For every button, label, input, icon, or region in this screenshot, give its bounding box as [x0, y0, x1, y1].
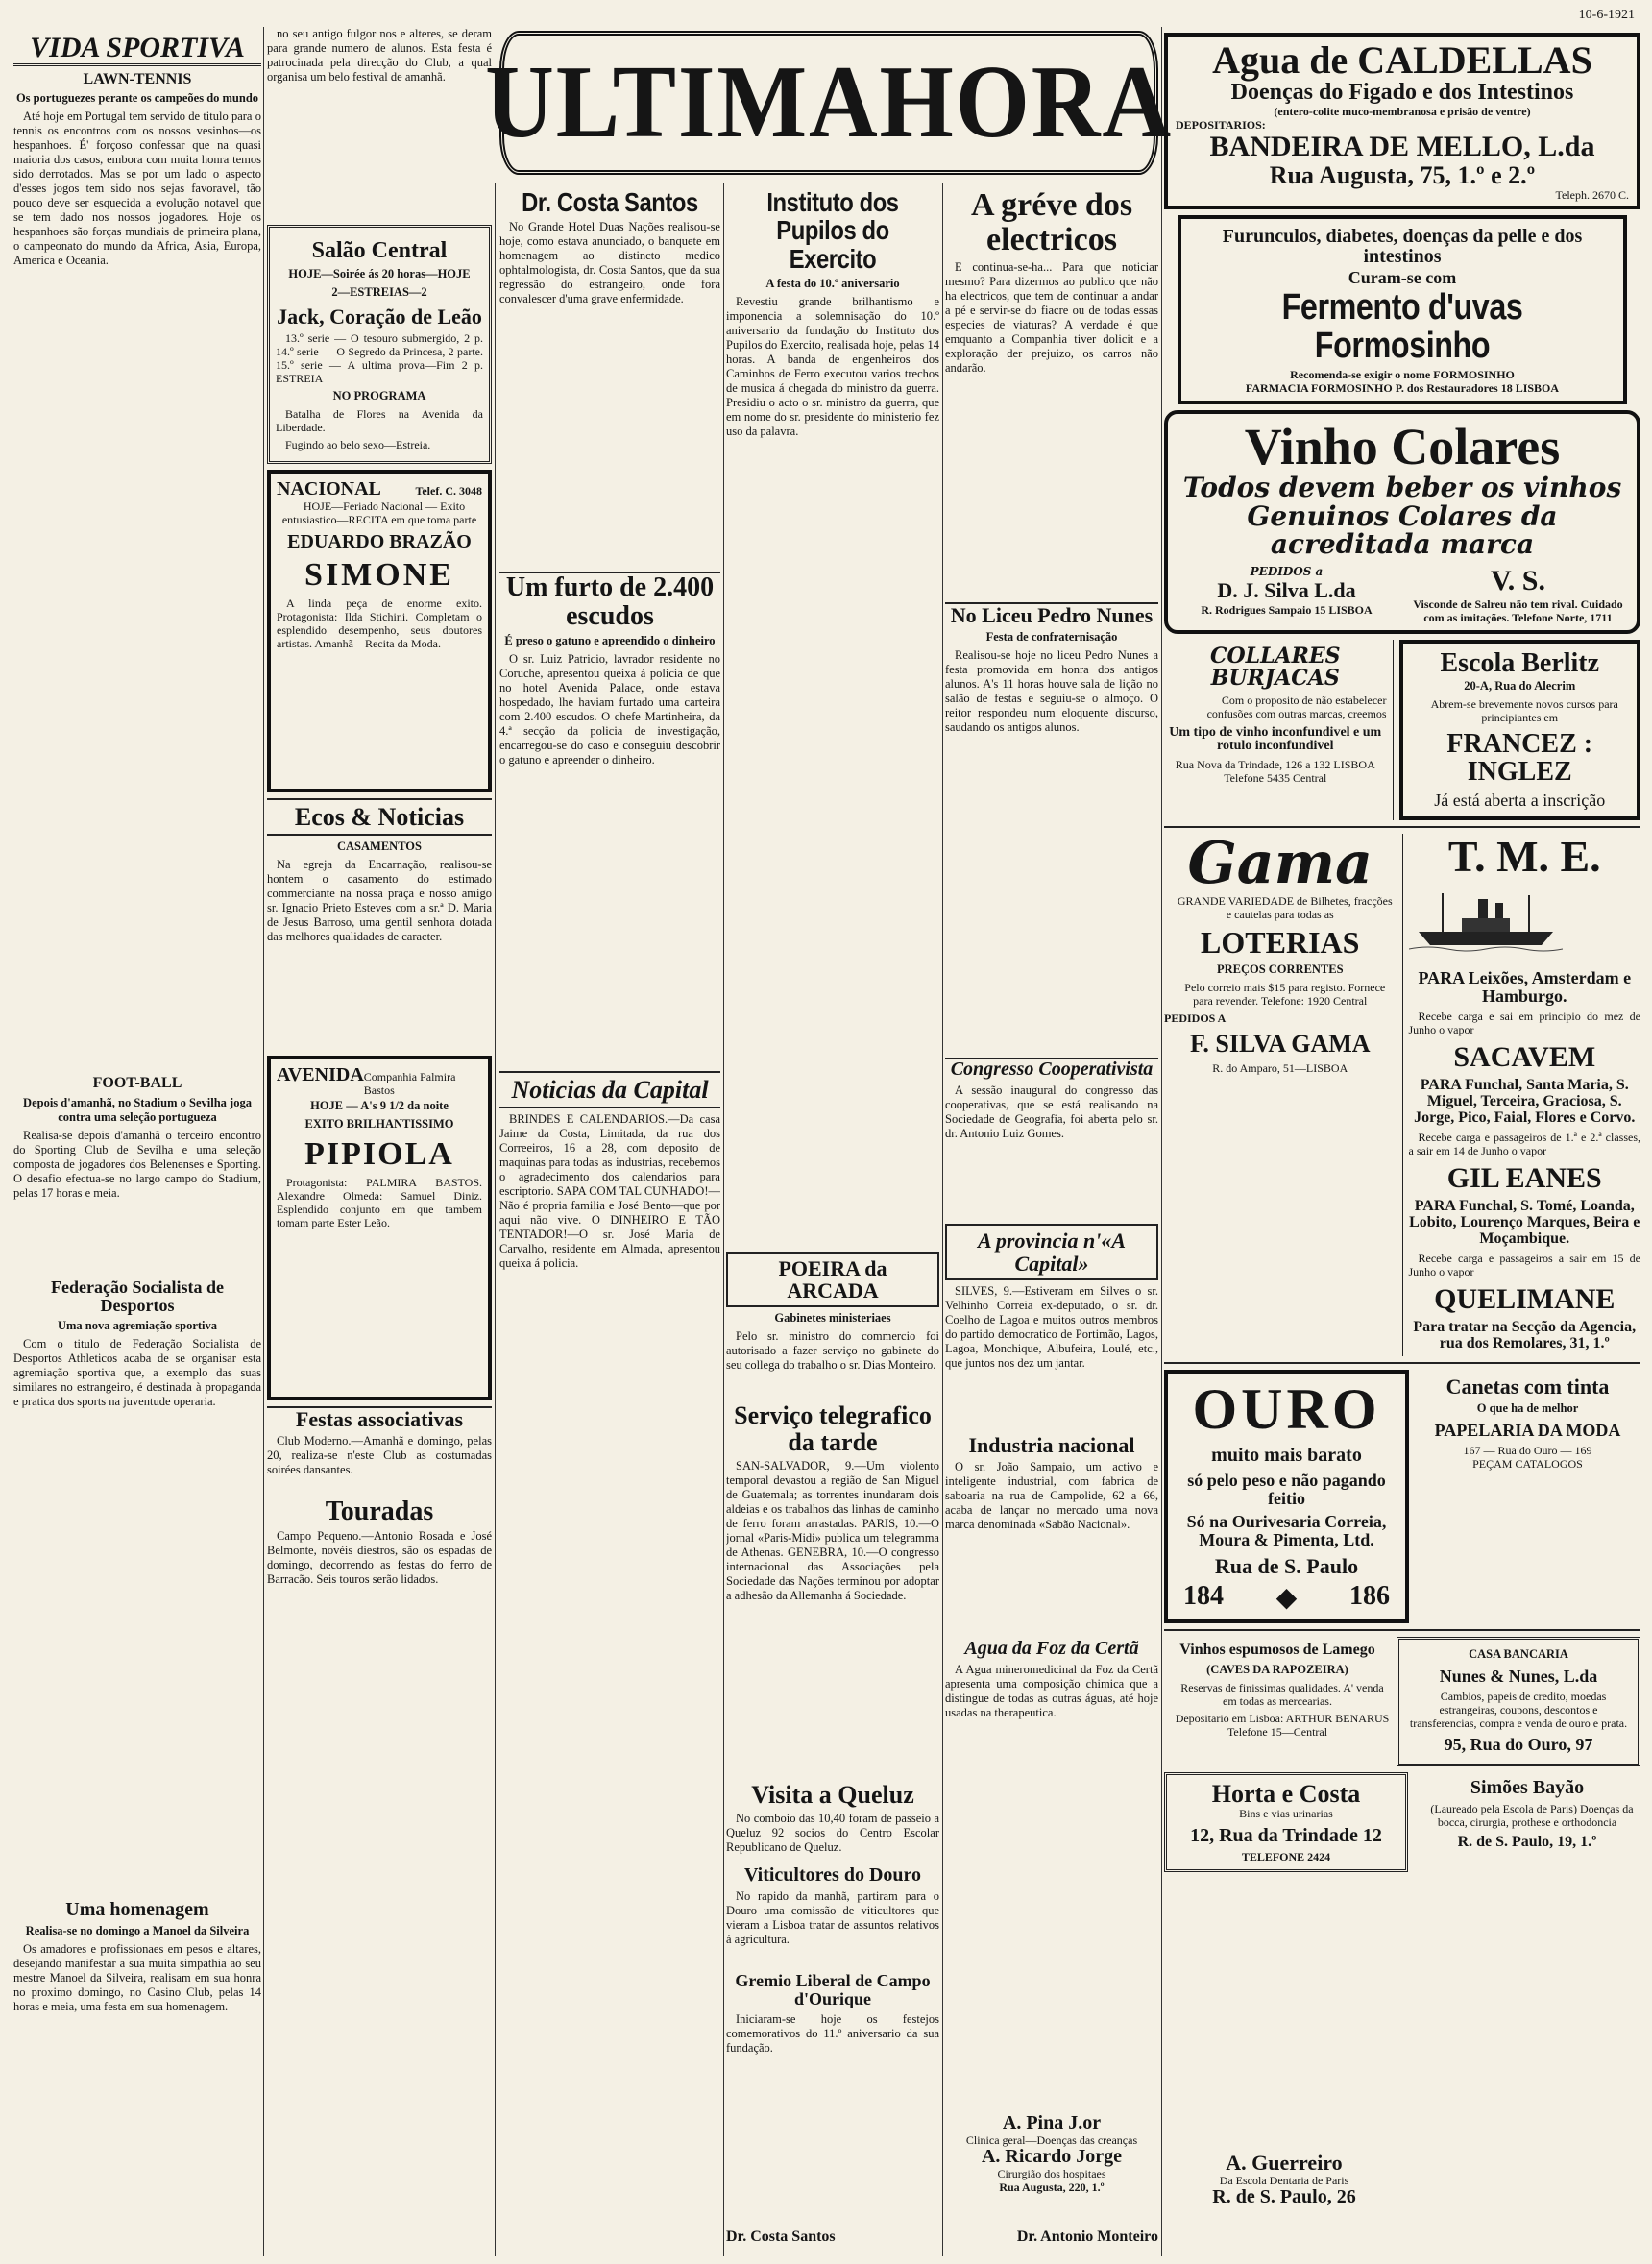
ship-name: QUELIMANE	[1434, 1282, 1616, 1315]
ad-subtitle: Doenças do Figado e dos Intestinos	[1230, 80, 1574, 105]
section-title: Noticias da Capital	[499, 1071, 720, 1108]
ad-address: Para tratar na Secção da Agencia, rua dos Remolares, 31, 1.º	[1413, 1319, 1637, 1351]
subheadline: Os portuguezes perante os campeões do mundo	[15, 91, 259, 106]
article-text: O sr. Luiz Patricio, lavrador residente no Coruche, apresentou queixa á policia de que no hotel Avenida Palace, onde estava hospedado, lhe haviam furtado uma carteira com 2.400 escudos. O chefe Martinheira, da 4.ª secção da policia de investigação, encarregou-se do caso e conseguiu descobrir o gatuno e apreender o dinheiro.	[499, 652, 720, 767]
column-rule	[495, 183, 496, 2256]
article-text: O sr. João Sampaio, um activo e inteligente industrial, com fabrica de saboaria na rua de Campolide, 62 a 66, acaba de lançar no mercado uma nova marca denominada «Sabão Nacional».	[945, 1459, 1158, 1531]
ad-route: PARA Leixões, Amsterdam e Hamburgo.	[1418, 967, 1632, 1006]
subheadline: É preso o gatuno e apreendido o dinheiro	[504, 634, 716, 648]
article-text: SILVES, 9.—Estiveram em Silves o sr. Velhinho Correia ex-deputado, o sr. dr. Coelho de Lagoa e muitos outros membros do partido democratico de Portimão, Lagos, Lagoa, Monchique, Albufeira, Loulé, etc., que juntos nos dez um jantar.	[945, 1283, 1158, 1370]
subheadline: Festa de confraternisação	[985, 630, 1118, 645]
section-title: POEIRA da ARCADA	[726, 1252, 939, 1307]
ad-address: R. de S. Paulo, 26	[1212, 2186, 1356, 2208]
simoes-bayao-ad	[1414, 1772, 1640, 1872]
ad-address: 12, Rua da Trindade 12	[1190, 1825, 1382, 1847]
ad-company: BANDEIRA DE MELLO, L.da	[1209, 131, 1595, 163]
doctor-name: A. Pina J.or	[1002, 2112, 1102, 2133]
article-text: Na egreja da Encarnação, realisou-se hontem o casamento do estimado commerciante na nossa praça e nosso amigo sr. Ignacio Prieto Esteves com a sr.ª D. Maria de Jesus Barroso, uma gentil senhora dotada das melhores qualidades de caracter.	[267, 858, 492, 944]
ad-company: D. J. Silva L.da	[1217, 577, 1356, 602]
headline: Um furto de 2.400 escudos	[499, 572, 720, 630]
burjacas-ad	[1164, 640, 1394, 820]
ad-address: 95, Rua do Ouro, 97	[1444, 1735, 1593, 1755]
doctor-name: Dr. Costa Santos	[726, 2228, 836, 2245]
ad-route: PARA Funchal, S. Tomé, Loanda, Lobito, Lourenço Marques, Beira e Moçambique.	[1409, 1198, 1640, 1247]
article-text: A Agua mineromedicinal da Foz da Certã apresenta uma composição chimica que a distingue de todas as outras águas, até hoje usadas na therapeutica.	[945, 1662, 1158, 1719]
ad-label: PEDIDOS A	[1164, 1011, 1227, 1026]
subsection-title: CASAMENTOS	[337, 840, 422, 854]
program-label: NO PROGRAMA	[332, 389, 426, 403]
ad-title: Simões Bayão	[1470, 1777, 1585, 1799]
headline: Uma homenagem	[65, 1898, 209, 1920]
ad-text: Cambios, papeis de credito, moedas estrangeiras, coupons, descontos e transferencias, compra e venda de ouro e prata.	[1409, 1690, 1628, 1731]
ad-text: Reservas de finissimas qualidades. A' venda em todas as mercearias.	[1180, 1681, 1384, 1709]
ad-shop: PAPELARIA DA MODA	[1434, 1420, 1621, 1440]
doctor-address: Rua Augusta, 220, 1.º	[999, 2180, 1105, 2194]
ad-text: O que ha de melhor	[1476, 1400, 1579, 1415]
article-text: Com o titulo de Federação Socialista de Desportos Athleticos acaba de se organisar esta agremiação sportiva que, a exemplo das suas similares no estrangeiro, é destinada à propaganda e pratica dos sports na juventude operaria.	[13, 1336, 261, 1408]
ad-title: Horta e Costa	[1211, 1780, 1361, 1809]
ad-text: muito mais barato	[1211, 1444, 1362, 1466]
column-rule	[942, 183, 943, 2256]
article-text: SAN-SALVADOR, 9.—Um violento temporal devastou a região de San Miguel de Guatemala; as torrentes inundaram dois aldeias e os trabalhos das linhas de caminho de ferro foram arrastadas. PARIS, 10.—O jornal «Paris-Midi» publica um telegramma de Athenas. GENEBRA, 10.—O congresso internacional das Associações pela Sociedade das Nações terminou por adoptar a adhesão da Allemanha á Sociedade.	[726, 1458, 939, 1602]
column-rule	[723, 183, 724, 2256]
headline: A gréve dos electricos	[970, 187, 1133, 257]
ad-text: Recebe carga e sai em principio do mez de Junho o vapor	[1408, 1009, 1640, 1036]
divider	[1164, 1362, 1640, 1364]
section-title: VIDA SPORTIVA	[13, 33, 261, 66]
column-sports	[13, 27, 261, 2255]
ad-label: CASA BANCARIA	[1469, 1647, 1568, 1662]
venue-note: HOJE—Feriado Nacional — Exito entusiastico—RECITA em que toma parte	[281, 499, 477, 527]
headline: FOOT-BALL	[92, 1075, 182, 1092]
section-title: A provincia n'«A Capital»	[945, 1224, 1158, 1279]
program-item: Batalha de Flores na Avenida da Liberdade.	[276, 407, 483, 435]
venue-premieres: 2—ESTREIAS—2	[331, 285, 427, 300]
ad-title: LOTERIAS	[1201, 924, 1360, 960]
headline: Touradas	[325, 1497, 434, 1527]
doctor-specialty: Cirurgião dos hospitaes	[997, 2167, 1106, 2180]
play-title: SIMONE	[304, 557, 454, 594]
ad-text: Furunculos, diabetes, doenças da pelle e dos intestinos	[1222, 225, 1583, 267]
article-text: Realisou-se hoje no liceu Pedro Nunes a festa promovida em honra dos antigos alunos. A's 11 horas houve sala de lição no salão de festas e seguiu-se o almoço. O reitor respondeu num eloquente discurso, saudando os antigos alunos.	[945, 648, 1158, 735]
venue-schedule: HOJE—Soirée ás 20 horas—HOJE	[288, 267, 471, 281]
ad-logo: Gama	[1187, 829, 1373, 897]
ad-company: Nunes & Nunes, L.da	[1439, 1667, 1598, 1687]
ad-address: Depositario em Lisboa: ARTHUR BENARUS Telefone 15—Central	[1175, 1712, 1390, 1740]
ad-text: Recebe carga e passageiros de 1.ª e 2.ª classes, a sair em 14 de Junho o vapor	[1408, 1130, 1640, 1157]
article-text: BRINDES E CALENDARIOS.—Da casa Jaime da Costa, Limitada, da rua dos Correeiros, 16 a 28, com deposito de maquinas para todas as industrias, recebemos o agradecimento dos calendarios para escriptorio. SAPA COM TAL CUNHADO!—Não é propria familia e José Bento—que por aqui não vive. O DINHEIRO E TÃO TENTADOR!—O sr. José Maria de Carvalho, residente em Almada, apresentou queixa á policia.	[499, 1112, 720, 1271]
doctor-specialty: Clinica geral—Doenças das creanças	[965, 2133, 1138, 2147]
venue-schedule: HOJE — A's 9 1/2 da noite	[310, 1099, 449, 1113]
article-text: Realisa-se depois d'amanhã o terceiro encontro do Sporting Club de Sevilha e uma seleção composta de jogadores dos Belenenses e Sporting. O desafio efectua-se no largo campo do Stadium, pelas 17 horas e meia.	[13, 1129, 261, 1201]
article-text: Até hoje em Portugal tem servido de titulo para o tennis os encontros com os nossos vesinhos—os hespanhoes. É' forçoso confessar que na quasi maioria dos casos, embora com muita honra temos sido derrotados. Mas se por um lado o aspecto d'esses jogos tem sido nos sejas favoravel, tão pouco deve ser esquecida a evolução notavel que se tem dado nos nossos jogadores. Hoje os hespanhoes são forças mundiais de primeira plana, o campeonato do mundo da Africa, Asia, Europa, America e Oceania.	[13, 110, 261, 268]
ad-address: Rua Augusta, 75, 1.º e 2.º	[1269, 160, 1536, 189]
street-number: 186	[1348, 1581, 1390, 1612]
headline: Dr. Costa Santos	[522, 187, 698, 217]
headline: LAWN-TENNIS	[83, 70, 192, 87]
ad-text: Todos devem beber os vinhos Genuinos Colares da acreditada marca	[1182, 472, 1622, 561]
headline: Federação Socialista de Desportos	[51, 1278, 224, 1315]
ad-route: PARA Funchal, Santa Maria, S. Miguel, Terceira, Graciosa, S. Jorge, Pico, Faial, Flores e Corvo.	[1414, 1077, 1636, 1126]
berlitz-ad	[1399, 640, 1641, 820]
issue-date: 10-6-1921	[1578, 8, 1635, 22]
article-text: Campo Pequeno.—Antonio Rosada e José Belmonte, novéis diestros, são os espadas de domingo, decorrendo as festas do ferro de Barracão. Seis touros serão lidados.	[267, 1529, 492, 1587]
ad-text: GRANDE VARIEDADE de Bilhetes, fracções e cautelas para todas as	[1177, 893, 1393, 921]
ad-text: Recomenda-se exigir o nome FORMOSINHO	[1290, 367, 1515, 381]
ad-title: A. Guerreiro	[1226, 2151, 1343, 2175]
ad-tagline: Um tipo de vinho inconfundivel e um rotulo inconfundivel	[1169, 724, 1382, 754]
column-rule	[1161, 27, 1162, 2256]
ad-text: (Laureado pela Escola de Paris) Doenças da bocca, cirurgia, prothese e orthodoncia	[1430, 1802, 1634, 1830]
guerreiro-ad	[1164, 2152, 1404, 2207]
column-news-3	[945, 183, 1158, 2257]
nacional-ad	[267, 470, 492, 792]
ad-text: só pelo peso e não pagando feitio	[1187, 1470, 1386, 1508]
ad-address: R. de S. Paulo, 19, 1.º	[1457, 1834, 1597, 1851]
column-rule	[263, 27, 264, 2256]
article-text: A sessão inaugural do congresso das cooperativas, que se está realisando na Sociedade de Geografia, foi aberta pelo sr. dr. Antonio Luiz Gomes.	[945, 1083, 1158, 1141]
article-text: Revestiu grande brilhantismo e imponencia a solemnisação do 10.º aniversario da fundação do Instituto dos Pupilos do Exercito, realisada hoje, pelas 14 horas. A banda de engenheiros dos Caminhos de Ferro executou varios trechos de musica á chegada do ministro da guerra. Presidiu o acto o sr. ministro da guerra, que em nome do sr. presidente do ministerio fez uso da palavra.	[726, 295, 939, 439]
salao-central-ad	[267, 225, 492, 464]
column-theatre	[267, 27, 492, 2255]
headline: Agua da Foz da Certã	[964, 1637, 1139, 1659]
divider	[1164, 1629, 1640, 1631]
ad-note: Pelo correio mais $15 para registo. Fornece para revender. Telefone: 1920 Central	[1184, 981, 1386, 1009]
headline: Serviço telegrafico da tarde	[734, 1401, 932, 1456]
ad-text: Curam-se com	[1348, 267, 1457, 287]
ad-address: FARMACIA FORMOSINHO P. dos Restauradores 18 LISBOA	[1245, 380, 1560, 395]
masthead-title: ULTIMAHORA	[485, 45, 1173, 159]
ship-name: GIL EANES	[1446, 1161, 1602, 1194]
play-note: Protagonista: PALMIRA BASTOS. Alexandre Olmeda: Samuel Diniz. Esplendido conjunto em que tambem tomam parte Ester Leão.	[277, 1175, 482, 1229]
ad-phone: TELEFONE 2424	[1241, 1850, 1331, 1864]
doctor-ads	[945, 2113, 1158, 2194]
subheadline: Depois d'amanhã, no Stadium o Sevilha joga contra uma seleção portugueza	[23, 1096, 252, 1125]
headline: Gremio Liberal de Campo d'Ourique	[735, 1971, 931, 2009]
subheadline: Realisa-se no domingo a Manoel da Silveira	[25, 1923, 250, 1937]
ship-icon	[1409, 886, 1563, 953]
colares-ad	[1164, 410, 1640, 634]
ad-phone: Teleph. 2670 C.	[1555, 187, 1629, 202]
program-item: Fugindo ao belo sexo—Estreia.	[285, 438, 431, 452]
divider	[1164, 826, 1640, 828]
venue-name: AVENIDA	[277, 1064, 364, 1086]
ad-address: R. Rodrigues Sampaio 15 LISBOA	[1201, 602, 1373, 617]
ouro-ad	[1164, 1370, 1409, 1624]
ad-address: R. do Amparo, 51—LISBOA	[1212, 1060, 1348, 1075]
actor-name: EDUARDO BRAZÃO	[287, 531, 472, 553]
play-title: PIPIOLA	[304, 1136, 454, 1173]
column-news-1	[499, 183, 720, 2257]
ad-address: 167 — Rua do Ouro — 169	[1463, 1443, 1592, 1457]
street-number: 184	[1183, 1581, 1224, 1612]
play-note: A linda peça de enorme exito. Protagonista: Ilda Stichini. Completam o esplendido desempenho, seus doutores artistas. Amanhã—Recita da Moda.	[277, 596, 482, 650]
ad-title: COLLARES BURJACAS	[1209, 643, 1341, 691]
headline: Industria nacional	[968, 1432, 1135, 1457]
film-title: Jack, Coração de Leão	[277, 304, 482, 329]
ad-address: Rua Nova da Trindade, 126 a 132 LISBOA Telefone 5435 Central	[1175, 758, 1375, 786]
footer-ads	[726, 2228, 1158, 2246]
ad-company: F. SILVA GAMA	[1189, 1030, 1371, 1059]
headline: Festas associativas	[267, 1406, 492, 1430]
ad-label: DEPOSITARIOS:	[1176, 118, 1266, 133]
column-news-2	[726, 183, 939, 2257]
ad-mark: V. S.	[1491, 564, 1545, 596]
doctor-name: Dr. Antonio Monteiro	[1016, 2228, 1158, 2245]
film-series: 13.º serie — O tesouro submergido, 2 p. 14.º serie — O Segredo da Princesa, 2 parte. 15.º serie — A ultima prova—Fim 2 p. ESTREIA	[276, 331, 483, 386]
article-text: E continua-se-ha... Para que noticiar mesmo? Para dizermos ao publico que não ha electricos, que tem de continuar a andar a pé e servir-se do fiacre ou de todas essas especies de viaturas? A verdade é que emquanto a Companhia tiver dolicit e a exploração der prejuizo, os carros não andarão.	[945, 260, 1158, 376]
caldellas-ad	[1164, 33, 1640, 209]
gama-ad	[1164, 829, 1403, 1356]
article-text: Os amadores e profissionaes em pesos e altares, desejando manifestar a sua muita simpathia ao seu mestre Manoel da Silveira, realisam em sua honra no proximo domingo, no Casino Club, pelas 14 horas e meia, uma festa em sua homenagem.	[13, 1941, 261, 2013]
ad-title: Fermento d'uvas Formosinho	[1281, 286, 1523, 366]
tme-ad	[1408, 831, 1641, 1356]
ad-text: Da Escola Dentaria de Paris	[1219, 2174, 1349, 2188]
company-name: Companhia Palmira Bastos	[363, 1070, 456, 1098]
ad-label: PEDIDOS a	[1250, 564, 1324, 578]
ad-address: 20-A, Rua do Alecrim	[1464, 678, 1576, 693]
ad-title: OURO	[1192, 1376, 1381, 1441]
headline: Viticultores do Douro	[743, 1864, 922, 1887]
venue-name: Salão Central	[311, 238, 448, 263]
article-text: Pelo sr. ministro do commercio foi autorisado a fazer serviço no gabinete do seu collega do trabalho o sr. Dias Monteiro.	[726, 1329, 939, 1373]
ad-title: Agua de CALDELLAS	[1212, 38, 1592, 82]
headline: Visita a Queluz	[751, 1780, 914, 1809]
section-title: Ecos & Noticias	[267, 798, 492, 836]
headline: No Liceu Pedro Nunes	[945, 602, 1158, 626]
ad-title: Vinho Colares	[1244, 417, 1561, 475]
ad-shop: Só na Ourivesaria Correia, Moura & Pimenta, Ltd.	[1186, 1512, 1387, 1550]
article-text: Iniciaram-se hoje os festejos comemorativos do 11.º aniversario da sua fundação.	[726, 2012, 939, 2056]
article-text: no seu antigo fulgor nos e alteres, se deram para grande numero de alunos. Esta festa é patrocinada pela direcção do Club, a qual organisa um belo festival de amanhã.	[267, 27, 492, 84]
horta-costa-ad	[1164, 1772, 1408, 1872]
ad-text: Abrem-se brevemente novos cursos para principiantes em	[1430, 696, 1618, 724]
ad-subtitle: (CAVES DA RAPOZEIRA)	[1206, 1663, 1348, 1677]
ad-note: PEÇAM CATALOGOS	[1472, 1456, 1583, 1471]
venue-name: NACIONAL	[277, 478, 381, 500]
subheadline: A festa do 10.º aniversario	[765, 277, 900, 291]
avenida-ad	[267, 1056, 492, 1400]
venue-phone: Telef. C. 3048	[415, 484, 482, 499]
headline: Instituto dos Pupilos do Exercito	[766, 187, 899, 274]
diamond-icon: ◆	[1275, 1583, 1298, 1614]
ad-title: Vinhos espumosos de Lamego	[1179, 1642, 1375, 1659]
ad-languages: FRANCEZ : INGLEZ	[1446, 728, 1593, 788]
ad-subtitle: PREÇOS CORRENTES	[1216, 962, 1344, 977]
formosinho-ad	[1178, 215, 1627, 404]
lamego-ad	[1164, 1637, 1391, 1766]
canetas-ad	[1415, 1370, 1640, 1624]
venue-note: EXITO BRILHANTISSIMO	[304, 1117, 454, 1132]
ad-title: Escola Berlitz	[1440, 647, 1600, 678]
ad-address: Rua de S. Paulo	[1214, 1554, 1359, 1579]
subheadline: Uma nova agremiação sportiva	[57, 1318, 218, 1332]
subheadline: Gabinetes ministeriaes	[774, 1311, 891, 1326]
article-text: No comboio das 10,40 foram de passeio a Queluz 92 socios do Centro Escolar Republicano de Queluz.	[726, 1812, 939, 1855]
column-ads	[1164, 27, 1640, 2255]
ship-name: SACAVEM	[1453, 1040, 1596, 1073]
article-text: No Grande Hotel Duas Nações realisou-se hoje, como estava anunciado, o banquete em homenagem ao distincto medico ophtalmologista, dr. Costa Santos, que da sua regressão do estrangeiro, onde fora convalescer d'uma grave enfermidade.	[499, 220, 720, 306]
ad-title: T. M. E.	[1447, 831, 1601, 881]
article-text: No rapido da manhã, partiram para o Douro uma comissão de viticultores que vieram a Lisboa tratar de assuntos relativos á agricultura.	[726, 1889, 939, 1947]
ad-text: Recebe carga e passageiros a sair em 15 de Junho o vapor	[1408, 1251, 1640, 1278]
ad-note: Já está aberta a inscrição	[1434, 790, 1606, 810]
ad-text: Bins e vias urinarias	[1239, 1807, 1333, 1821]
ad-text: Com o proposito de não estabelecer confusões com outras marcas, creemos	[1206, 693, 1387, 720]
article-text: Club Moderno.—Amanhã e domingo, pelas 20, realiza-se n'este Club as costumadas soirées dansantes.	[267, 1434, 492, 1477]
ad-note: (entero-colite muco-membranosa e prisão de ventre)	[1274, 105, 1531, 119]
bancaria-ad	[1397, 1637, 1640, 1766]
ad-title: Canetas com tinta	[1446, 1374, 1610, 1399]
headline: Congresso Cooperativista	[945, 1058, 1158, 1080]
doctor-name: A. Ricardo Jorge	[981, 2146, 1123, 2167]
ad-note: Visconde de Salreu não tem rival. Cuidado com as imitações. Telefone Norte, 1711	[1413, 596, 1623, 624]
masthead	[485, 31, 1173, 175]
